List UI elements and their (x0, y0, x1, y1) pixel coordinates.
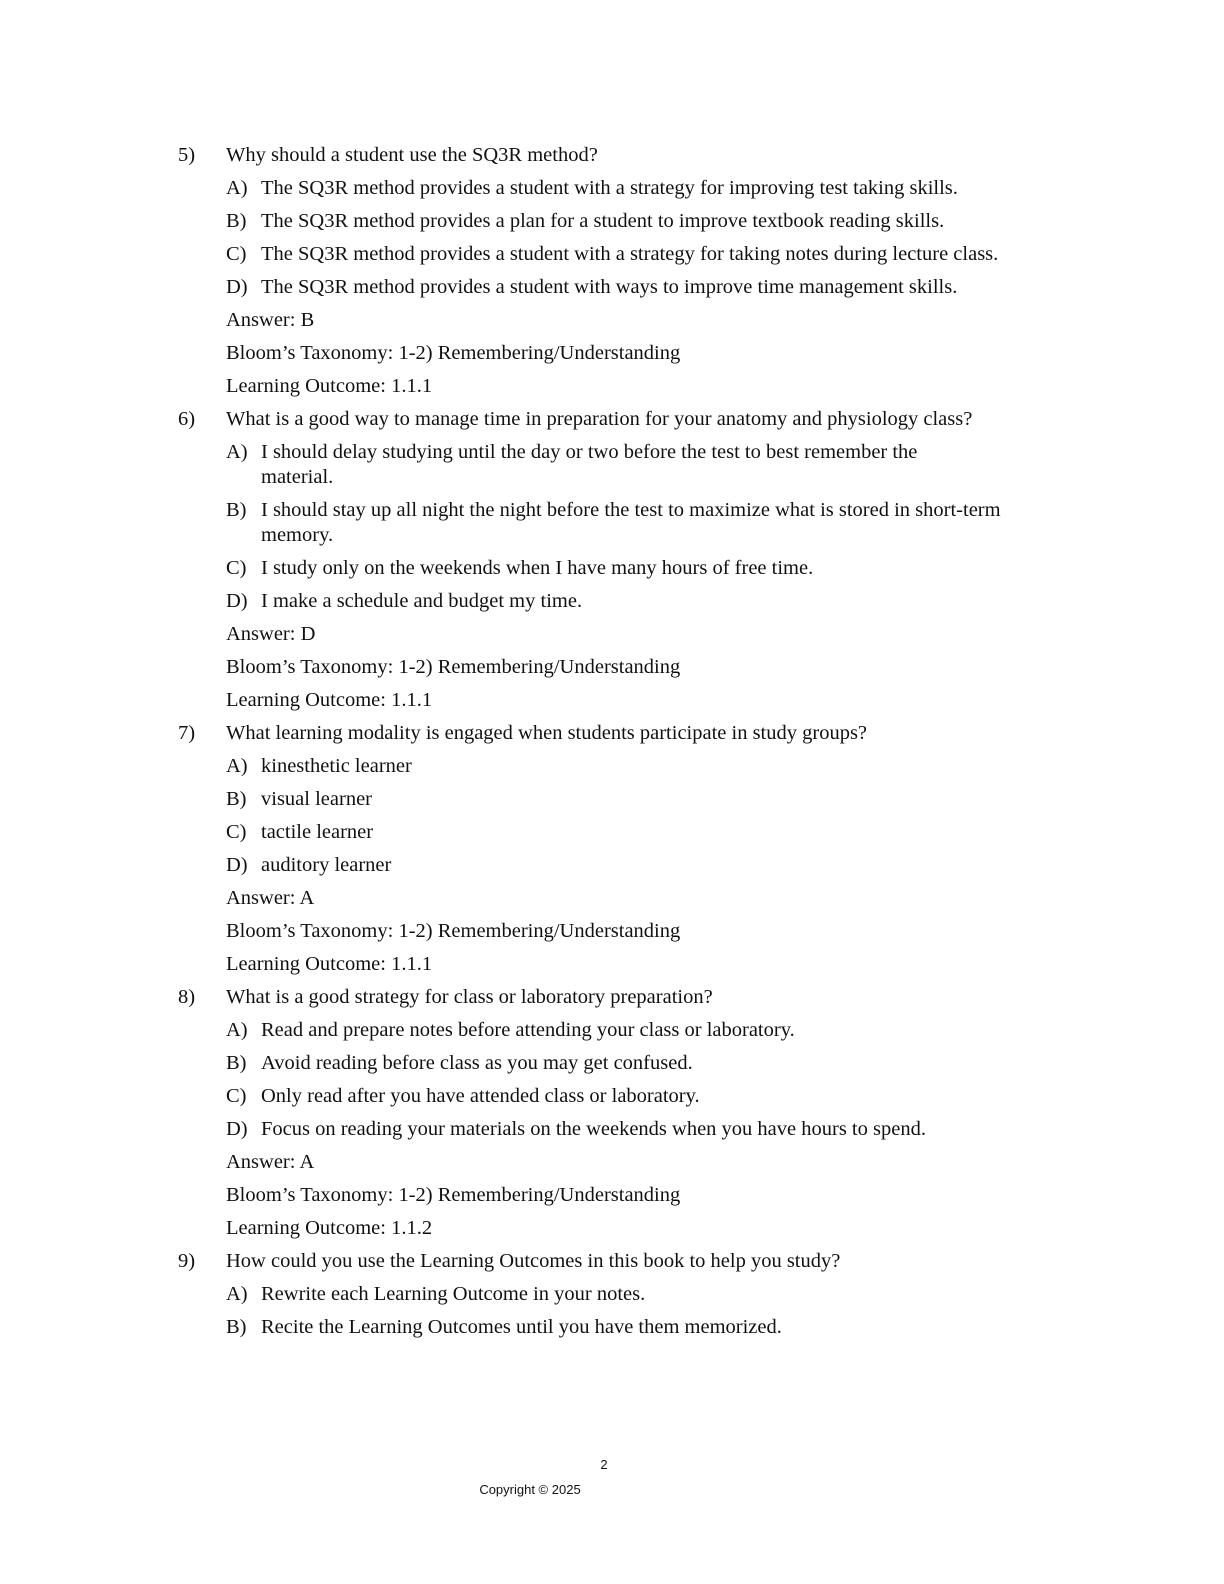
option-d (226, 589, 1021, 614)
option-text: visual learner (261, 788, 372, 810)
option-d (226, 275, 1061, 300)
copyright-text: Copyright © 2025 (479, 1482, 581, 1497)
option-text: Only read after you have attended class or laboratory. (261, 1085, 700, 1107)
option-b (226, 1315, 1021, 1340)
option-letter: B) (226, 1052, 247, 1074)
answer-line: Answer: A (226, 1151, 315, 1173)
answer-line: Answer: A (226, 887, 315, 909)
option-letter: B) (226, 788, 247, 810)
option-letter: B) (226, 1316, 247, 1338)
option-text: Read and prepare notes before attending your class or laboratory. (261, 1019, 795, 1041)
option-d (226, 853, 1021, 878)
option-a (226, 176, 1021, 201)
option-letter: A) (226, 1019, 248, 1041)
option-text: The SQ3R method provides a student with a strategy for taking notes during lecture class. (261, 243, 999, 265)
option-c (226, 556, 1021, 581)
learning-outcome-line: Learning Outcome: 1.1.1 (226, 375, 433, 397)
option-text: The SQ3R method provides a plan for a student to improve textbook reading skills. (261, 210, 945, 232)
question-7 (178, 721, 1038, 977)
option-text: The SQ3R method provides a student with a strategy for improving test taking skills. (261, 177, 958, 199)
page-number (0, 1457, 1224, 1472)
option-c (226, 1084, 1021, 1109)
question-6 (178, 407, 1038, 713)
option-text: I make a schedule and budget my time. (261, 590, 583, 612)
question-stem: What learning modality is engaged when students participate in study groups? (226, 722, 868, 744)
option-text: auditory learner (261, 854, 392, 876)
option-a (226, 1018, 1021, 1043)
option-letter: C) (226, 557, 247, 579)
option-text: tactile learner (261, 821, 374, 843)
option-text: The SQ3R method provides a student with ways to improve time management skills. (261, 276, 958, 298)
learning-outcome-line: Learning Outcome: 1.1.2 (226, 1217, 433, 1239)
option-text: Rewrite each Learning Outcome in your notes. (261, 1283, 646, 1305)
option-text: Focus on reading your materials on the weekends when you have hours to spend. (261, 1118, 926, 1140)
option-letter: C) (226, 821, 247, 843)
learning-outcome-line: Learning Outcome: 1.1.1 (226, 953, 433, 975)
option-b (226, 1051, 1021, 1076)
page-number-text: 2 (600, 1457, 608, 1472)
option-letter: B) (226, 499, 247, 521)
option-letter: C) (226, 243, 247, 265)
option-letter: C) (226, 1085, 247, 1107)
learning-outcome-line: Learning Outcome: 1.1.1 (226, 689, 433, 711)
option-letter: A) (226, 441, 248, 463)
question-stem: What is a good way to manage time in preparation for your anatomy and physiology class? (226, 408, 973, 430)
question-number: 8) (178, 986, 196, 1008)
taxonomy-line: Bloom’s Taxonomy: 1-2) Remembering/Understanding (226, 920, 681, 942)
option-text: I should delay studying until the day or two before the test to best remember the material. (261, 441, 918, 488)
option-letter: D) (226, 276, 248, 298)
option-letter: D) (226, 854, 248, 876)
question-stem: What is a good strategy for class or laboratory preparation? (226, 986, 713, 1008)
question-number: 5) (178, 144, 196, 166)
question-stem: How could you use the Learning Outcomes in this book to help you study? (226, 1250, 841, 1272)
question-number: 9) (178, 1250, 196, 1272)
option-a (226, 1282, 1021, 1307)
option-letter: A) (226, 755, 248, 777)
option-letter: B) (226, 210, 247, 232)
question-8 (178, 985, 1038, 1241)
option-c (226, 820, 1021, 845)
answer-line: Answer: B (226, 309, 315, 331)
option-letter: D) (226, 1118, 248, 1140)
option-b (226, 498, 1021, 548)
question-9 (178, 1249, 1038, 1340)
question-number: 7) (178, 722, 196, 744)
option-text: Recite the Learning Outcomes until you have them memorized. (261, 1316, 782, 1338)
taxonomy-line: Bloom’s Taxonomy: 1-2) Remembering/Understanding (226, 1184, 681, 1206)
option-b (226, 209, 1021, 234)
question-5 (178, 143, 1038, 399)
copyright-notice (0, 1482, 1224, 1497)
option-letter: A) (226, 1283, 248, 1305)
option-d (226, 1117, 1061, 1142)
option-text: I should stay up all night the night before the test to maximize what is stored in short-term memory. (261, 499, 1001, 546)
option-text: I study only on the weekends when I have many hours of free time. (261, 557, 814, 579)
taxonomy-line: Bloom’s Taxonomy: 1-2) Remembering/Understanding (226, 656, 681, 678)
option-b (226, 787, 1021, 812)
option-letter: D) (226, 590, 248, 612)
option-c (226, 242, 1001, 267)
question-list (178, 143, 1038, 1348)
option-text: Avoid reading before class as you may get confused. (261, 1052, 693, 1074)
question-number: 6) (178, 408, 196, 430)
option-text: kinesthetic learner (261, 755, 412, 777)
option-a (226, 440, 991, 490)
question-stem: Why should a student use the SQ3R method? (226, 144, 598, 166)
option-a (226, 754, 1021, 779)
taxonomy-line: Bloom’s Taxonomy: 1-2) Remembering/Understanding (226, 342, 681, 364)
option-letter: A) (226, 177, 248, 199)
answer-line: Answer: D (226, 623, 316, 645)
